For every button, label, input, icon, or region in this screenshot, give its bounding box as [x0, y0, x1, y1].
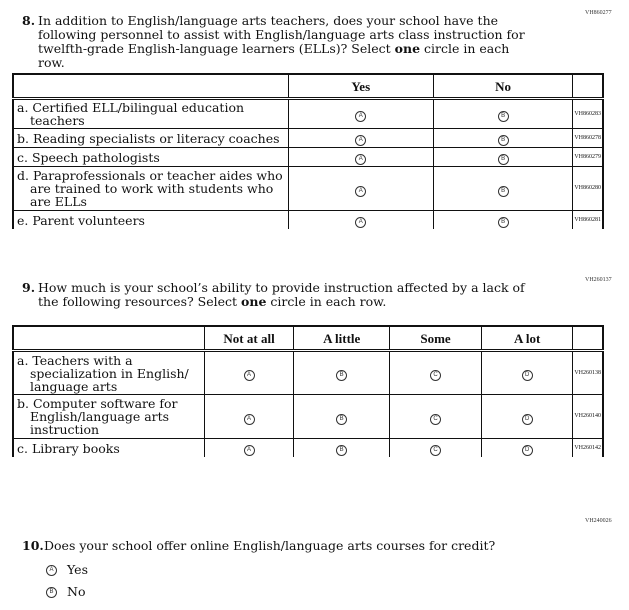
column-header: No: [433, 74, 572, 99]
item-code: VH860283: [573, 99, 603, 129]
radio-bubble[interactable]: C: [430, 370, 441, 381]
column-header: A little: [294, 326, 390, 351]
question-code: VH240026: [585, 518, 612, 524]
radio-bubble[interactable]: D: [522, 445, 533, 456]
item-code: VH860281: [573, 211, 603, 230]
question-9-grid: [12, 325, 604, 457]
row-label: a. Teachers with a specialization in English/ language arts: [13, 351, 204, 395]
row-label: c. Speech pathologists: [13, 148, 288, 167]
radio-bubble[interactable]: B: [498, 154, 509, 165]
option-yes[interactable]: [46, 562, 88, 577]
radio-bubble[interactable]: C: [430, 414, 441, 425]
question-number: 9.: [22, 280, 36, 295]
item-code: VH260140: [573, 395, 603, 439]
column-header: Not at all: [204, 326, 294, 351]
row-label: e. Parent volunteers: [13, 211, 288, 230]
item-code: VH860278: [573, 129, 603, 148]
item-code: VH860280: [573, 167, 603, 211]
table-row: [13, 129, 603, 148]
radio-bubble[interactable]: B: [336, 445, 347, 456]
table-row: [13, 167, 603, 211]
radio-bubble[interactable]: A: [355, 154, 366, 165]
radio-bubble[interactable]: B: [336, 414, 347, 425]
column-header: Yes: [288, 74, 433, 99]
table-row: [13, 148, 603, 167]
row-label: d. Paraprofessionals or teacher aides who are trained to work with students who are ELLs: [13, 167, 288, 211]
header-row: [13, 326, 603, 351]
question-text: In addition to English/language arts teachers, does your school have the following personnel to assist with English/language arts class instruction for twelfth-grade English-language learners (ELLs)? Select one circle in each row.: [38, 13, 525, 70]
radio-bubble[interactable]: B: [336, 370, 347, 381]
radio-bubble[interactable]: A: [355, 135, 366, 146]
question-8-grid: [12, 73, 604, 229]
radio-bubble[interactable]: A: [46, 565, 57, 576]
question-code: VH860277: [585, 10, 612, 16]
item-code: VH260142: [573, 439, 603, 458]
row-label: c. Library books: [13, 439, 204, 458]
table-row: [13, 395, 603, 439]
option-label: Yes: [67, 562, 88, 577]
radio-bubble[interactable]: A: [244, 445, 255, 456]
question-number: 8.: [22, 13, 36, 28]
table-row: [13, 439, 603, 458]
column-header: Some: [389, 326, 481, 351]
row-label: b. Reading specialists or literacy coaches: [13, 129, 288, 148]
column-header: A lot: [482, 326, 573, 351]
radio-bubble[interactable]: B: [46, 587, 57, 598]
row-label: a. Certified ELL/bilingual education teachers: [13, 99, 288, 129]
option-no[interactable]: [46, 584, 85, 599]
question-number: 10.: [22, 538, 44, 553]
item-code: VH860279: [573, 148, 603, 167]
radio-bubble[interactable]: D: [522, 414, 533, 425]
table-row: [13, 99, 603, 129]
radio-bubble[interactable]: A: [244, 370, 255, 381]
radio-bubble[interactable]: A: [244, 414, 255, 425]
question-text: How much is your school’s ability to provide instruction affected by a lack of the following resources? Select one circle in each row.: [38, 280, 525, 309]
radio-bubble[interactable]: A: [355, 111, 366, 122]
radio-bubble[interactable]: B: [498, 111, 509, 122]
radio-bubble[interactable]: B: [498, 135, 509, 146]
question-text: Does your school offer online English/language arts courses for credit?: [44, 538, 496, 553]
radio-bubble[interactable]: B: [498, 217, 509, 228]
table-row: [13, 211, 603, 230]
item-code: VH260138: [573, 351, 603, 395]
radio-bubble[interactable]: A: [355, 217, 366, 228]
radio-bubble[interactable]: B: [498, 186, 509, 197]
header-row: [13, 74, 603, 99]
radio-bubble[interactable]: C: [430, 445, 441, 456]
row-label: b. Computer software for English/language arts instruction: [13, 395, 204, 439]
radio-bubble[interactable]: D: [522, 370, 533, 381]
question-code: VH260137: [585, 277, 612, 283]
radio-bubble[interactable]: A: [355, 186, 366, 197]
table-row: [13, 351, 603, 395]
option-label: No: [67, 584, 86, 599]
